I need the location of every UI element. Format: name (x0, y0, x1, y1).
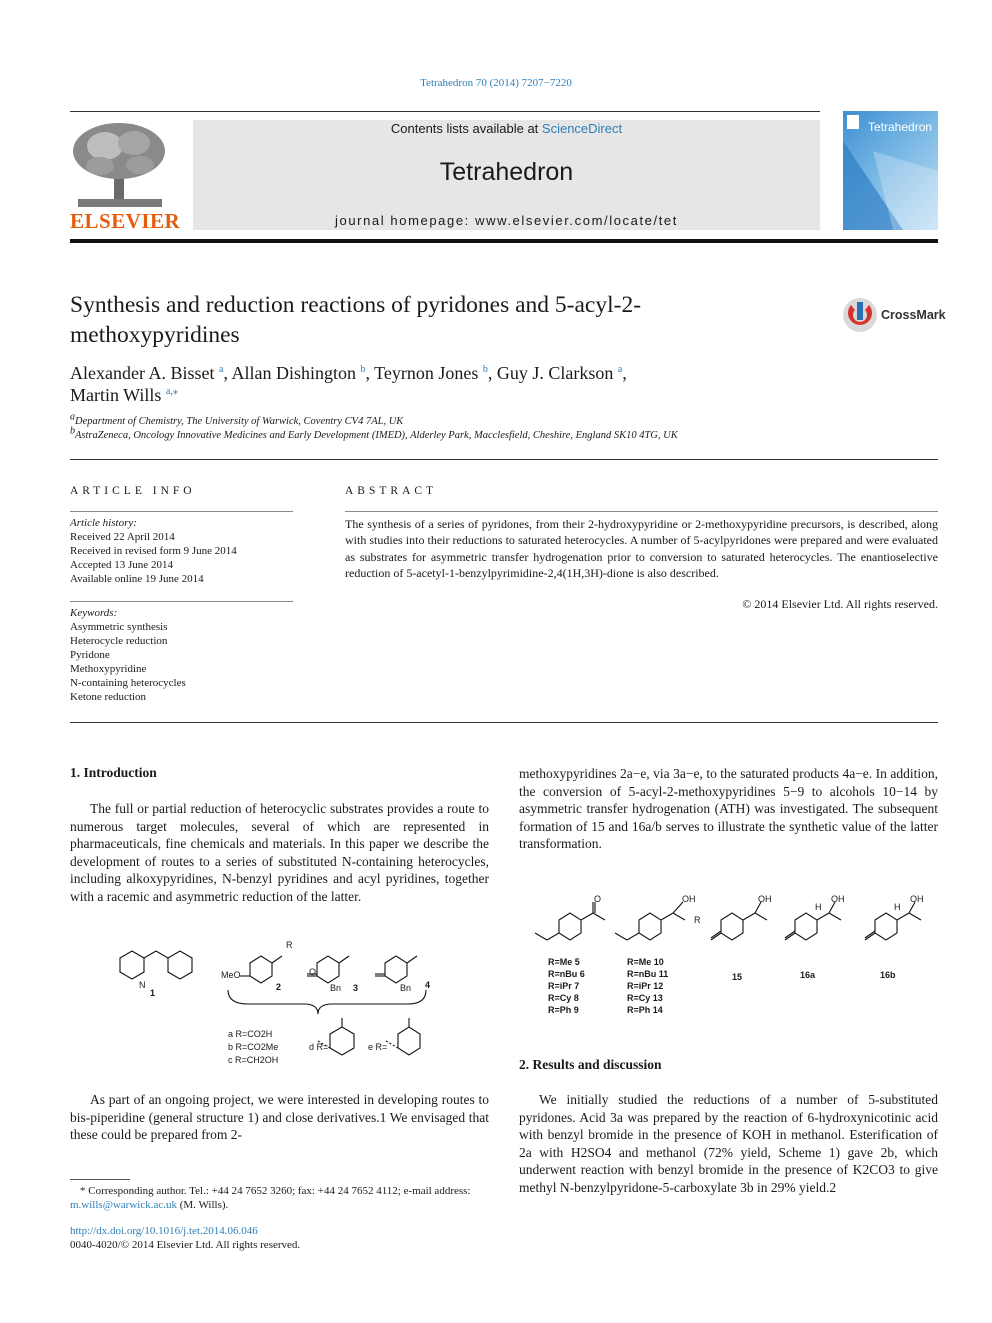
affiliation-rule (70, 459, 938, 460)
compound-label-15: 15 (732, 972, 743, 982)
abstract-bottom-rule (70, 722, 938, 723)
author-list (70, 362, 790, 406)
substituent-d: d R= (309, 1042, 329, 1052)
scheme2-left-list (548, 956, 585, 1016)
elsevier-tree-logo (70, 121, 170, 209)
compound-13: R=Cy 13 (627, 993, 663, 1003)
paper-title (70, 290, 770, 350)
author-sep: , (622, 363, 627, 383)
compound-14: R=Ph 14 (627, 1005, 663, 1015)
affiliation-text: Department of Chemistry, The University of Warwick, Coventry CV4 7AL, UK (75, 416, 404, 427)
scheme2-oh-label: OH (682, 894, 696, 904)
journal-cover-image (843, 111, 938, 230)
cover-title: Tetrahedron (868, 120, 933, 134)
author-4 (497, 363, 627, 383)
compound-label-16a: 16a (800, 970, 816, 980)
history-accepted: Accepted 13 June 2014 (70, 559, 173, 571)
compound-6: R=nBu 6 (548, 969, 585, 979)
crossmark-badge[interactable] (841, 296, 946, 334)
corresponding-text: * Corresponding author. Tel.: +44 24 7652 3260; fax: +44 24 7652 4112; e-mail address: (80, 1185, 471, 1197)
scheme-label-3: 3 (353, 983, 359, 993)
contents-prefix: Contents lists available at (390, 121, 542, 136)
keyword: Asymmetric synthesis (70, 621, 168, 633)
intro-paragraph-col2: methoxypyridines 2a−e, via 3a−e, to the saturated products 4a−e. In addition, the conversion of 5-acyl-2-methoxypyridines 5−9 to alcohols 10−14 by asymmetric transfer hydrogenation (ATH) was investigated. The subsequent formation of 15 and 16a/b serves to illustrate the synthetic value of the latter transformation. (519, 766, 938, 851)
compound-5: R=Me 5 (548, 957, 580, 967)
author-affil-sup[interactable]: a,⁎ (165, 386, 178, 397)
history-online: Available online 19 June 2014 (70, 573, 204, 585)
scheme-bn-label: Bn (330, 983, 342, 993)
footnote-rule (70, 1179, 130, 1180)
intro-paragraph-2: As part of an ongoing project, we were interested in developing routes to bis-piperidine (general structure 1) and close derivatives.1 We envisaged that these could be prepared from 2- (70, 1092, 489, 1142)
paper-title-line-2: methoxypyridines (70, 322, 240, 348)
sciencedirect-link[interactable]: ScienceDirect (541, 121, 623, 136)
compound-8: R=Cy 8 (548, 993, 579, 1003)
affiliation-b (70, 425, 678, 441)
scheme2-oh-label-3: OH (831, 894, 845, 904)
author-sep: , (223, 363, 228, 383)
affiliation-text: AstraZeneca, Oncology Innovative Medicines and Early Development (IMED), Alderley Park, Macclesfield, Cheshire, England SK10 4TG, UK (75, 430, 678, 441)
scheme2-oh-label-2: OH (758, 894, 772, 904)
abstract-text: The synthesis of a series of pyridones, from their 2-hydroxypyridine or 2-methoxypyridine precursors, is described, along with studies into their reductions to saturated heterocycles. A number of 5-acylpyridones were prepared and were evaluated as substrates for asymmetric transfer hydrogenation prior to conversion to saturated heterocycles. The enantioselective reduction of 5-acetyl-1-benzylpyrimidine-2,4(1H,3H)-dione is also described. (345, 517, 938, 580)
journal-homepage[interactable]: journal homepage: www.elsevier.com/locate/tet (335, 213, 678, 228)
abstract-rule (345, 511, 938, 512)
issn-copyright: 0040-4020/© 2014 Elsevier Ltd. All rights reserved. (70, 1239, 301, 1251)
history-label: Article history: (70, 517, 137, 529)
crossmark-icon (841, 296, 879, 334)
scheme-label-1: 1 (150, 988, 156, 998)
elsevier-logo-text: ELSEVIER (70, 209, 181, 233)
substituent-c: c R=CH2OH (228, 1055, 279, 1065)
intro-heading: 1. Introduction (70, 765, 157, 780)
journal-citation[interactable]: Tetrahedron 70 (2014) 7207−7220 (420, 77, 572, 89)
email-suffix: (M. Wills). (176, 1199, 229, 1211)
history-received: Received 22 April 2014 (70, 531, 175, 543)
compound-7: R=iPr 7 (548, 981, 580, 991)
scheme2-O-label: O (594, 894, 602, 904)
keywords-rule (70, 601, 293, 602)
intro-paragraph-1: The full or partial reduction of heterocyclic substrates provides a route to numerous target molecules, several of which are represented in pharmaceuticals, fine chemicals and materials. In this paper we describe the development of routes to a series of substituted N-containing heterocycles, including alkoxypyridines, N-benzyl pyridines and acyl pyridines, together with a racemic and asymmetric reduction of the latter. (70, 801, 489, 904)
scheme-2-structures (525, 890, 940, 965)
scheme-substituent-list (228, 1028, 278, 1067)
compound-label-16b: 16b (880, 970, 896, 980)
author-sep: , (365, 363, 370, 383)
scheme2-oh-label-4: OH (910, 894, 924, 904)
compound-11: R=nBu 11 (627, 969, 669, 979)
author-3 (374, 363, 492, 383)
keyword: Methoxypyridine (70, 663, 147, 675)
scheme2-right-list (627, 956, 668, 1016)
author-name: Teyrnon Jones (374, 363, 479, 383)
abstract-heading: ABSTRACT (345, 485, 438, 497)
scheme-O-label: O (309, 967, 317, 977)
substituent-a: a R=CO2H (228, 1029, 273, 1039)
compound-9: R=Ph 9 (548, 1005, 579, 1015)
author-5 (70, 385, 178, 405)
scheme2-h-label: H (815, 902, 822, 912)
scheme-bn-label-2: Bn (400, 983, 412, 993)
results-heading: 2. Results and discussion (519, 1057, 662, 1072)
keyword: Ketone reduction (70, 691, 147, 703)
scheme2-h-label-2: H (894, 902, 901, 912)
history-revised: Received in revised form 9 June 2014 (70, 545, 237, 557)
journal-name: Tetrahedron (439, 158, 574, 186)
author-name: Allan Dishington (231, 363, 356, 383)
scheme-N-label: N (139, 980, 146, 990)
article-info-heading: ARTICLE INFO (70, 485, 196, 497)
author-affil-sup[interactable]: a (218, 364, 224, 375)
substituent-e: e R= (368, 1042, 388, 1052)
keywords (70, 606, 186, 704)
compound-10: R=Me 10 (627, 957, 664, 967)
crossmark-label: CrossMark (881, 308, 946, 322)
affiliation-a (70, 411, 404, 427)
affiliation-label: a (70, 411, 75, 423)
keyword: Pyridone (70, 649, 110, 661)
author-1 (70, 363, 228, 383)
results-paragraph-1: We initially studied the reductions of a number of 5-substituted pyridones. Acid 3a was prepared by the reaction of 6-hydroxynicotinic acid with benzyl bromide in the presence of KOH in methanol. Esterification of 2a with H2SO4 and methanol (72% yield, Scheme 1) gave 2b, which underwent reaction with benzyl bromide in the presence of K2CO3 to give methyl N-benzylpyridone-5-carboxylate 3b in 29% yield.2 (519, 1092, 938, 1195)
author-name: Martin Wills (70, 385, 162, 405)
author-sep: , (487, 363, 493, 383)
doi-link[interactable]: http://dx.doi.org/10.1016/j.tet.2014.06.046 (70, 1225, 258, 1237)
contents-line (193, 121, 820, 136)
affiliation-label: b (70, 425, 75, 437)
scheme-meo-label: MeO (221, 970, 241, 980)
author-name: Alexander A. Bisset (70, 363, 215, 383)
author-affil-sup[interactable]: b (482, 364, 488, 375)
corresponding-author-note (70, 1184, 489, 1212)
paper-title-line-1: Synthesis and reduction reactions of pyridones and 5-acyl-2- (70, 292, 642, 318)
scheme-R-label: R (286, 940, 293, 950)
article-info-rule (70, 511, 293, 512)
author-affil-sup[interactable]: b (360, 364, 366, 375)
scheme-label-2: 2 (276, 982, 282, 992)
article-history (70, 516, 237, 586)
header-thick-rule (70, 239, 938, 243)
author-affil-sup[interactable]: a (617, 364, 623, 375)
substituent-b: b R=CO2Me (228, 1042, 279, 1052)
keywords-label: Keywords: (70, 607, 118, 619)
author-name: Guy J. Clarkson (496, 363, 614, 383)
keyword: N-containing heterocycles (70, 677, 186, 689)
scheme-label-4: 4 (425, 980, 431, 990)
author-2 (231, 363, 370, 383)
header-rule (70, 111, 820, 112)
abstract-copyright: © 2014 Elsevier Ltd. All rights reserved. (742, 597, 938, 611)
email-link[interactable]: m.wills@warwick.ac.uk (70, 1199, 177, 1211)
scheme2-R-label: R (694, 915, 701, 925)
compound-12: R=iPr 12 (627, 981, 664, 991)
keyword: Heterocycle reduction (70, 635, 168, 647)
